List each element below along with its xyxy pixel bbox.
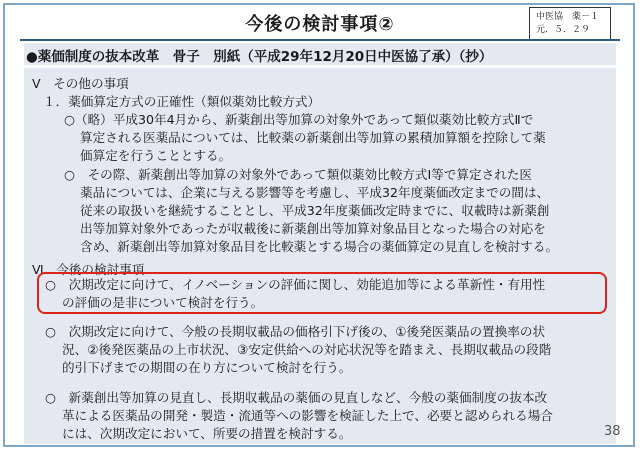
paragraph-line: 況、②後発医薬品の上市状況、③安定供給への対応状況等を踏まえ、長期収載品の段階	[62, 342, 552, 357]
document-date: 元．５．２９	[536, 25, 591, 35]
paragraph-line: 出等加算対象外であったが収載後に新薬創出等加算対象品目となった場合の対応を	[80, 221, 546, 236]
page-title: 今後の検討事項②	[245, 14, 395, 35]
title-divider	[20, 39, 620, 41]
paragraph-line: ○ 新薬創出等加算の見直し、長期収載品の薬価の見直しなど、今般の薬価制度の抜本改	[45, 390, 548, 405]
paragraph-line: 含め、新薬創出等加算対象品目を比較薬とする場合の薬価算定の見直しを検討する。	[80, 239, 559, 254]
document-id: 中医協 薬－１	[536, 12, 600, 22]
paragraph-line: には、次期改定において、所要の措置を検討する。	[62, 426, 352, 441]
document-id-box	[529, 7, 611, 41]
highlighted-paragraph-line: の評価の是非について検討を行う。	[62, 295, 264, 310]
paragraph-line: 従来の取扱いを継続することとし、平成32年度薬価改定時までに、収載時は新薬創	[80, 203, 550, 218]
paragraph-line: ○ 次期改定に向けて、今般の長期収載品の価格引下げ後の、①後発医薬品の置換率の状	[45, 324, 546, 339]
paragraph-line: 的引下げまでの期間の在り方について検討を行う。	[62, 360, 352, 375]
item-heading: １．薬価算定方式の正確性（類似薬効比較方式）	[43, 94, 321, 109]
paragraph-line: ○（略）平成30年4月から、新薬創出等加算の対象外であって類似薬効比較方式Ⅱで	[64, 112, 534, 127]
paragraph-line: 革による医薬品の開発・製造・流通等への影響を検証した上で、必要と認められる場合	[62, 408, 553, 423]
paragraph-line: 算定される医薬品については、比較薬の新薬創出等加算の累積加算額を控除して薬	[80, 130, 546, 145]
paragraph-line: 薬品については、企業に与える影響等を考慮し、平成32年度薬価改定までの間は、	[80, 185, 550, 200]
paragraph-line: 価算定を行うこととする。	[80, 148, 232, 163]
section-heading: Ⅴ その他の事項	[32, 76, 129, 91]
paragraph-line: ○ その際、新薬創出等加算の対象外であって類似薬効比較方式Ⅰ等で算定された医	[64, 167, 532, 182]
section-heading: Ⅵ 今後の検討事項	[32, 262, 145, 277]
page-number: 38	[604, 424, 621, 439]
highlighted-paragraph-line: ○ 次期改定に向けて、イノベーションの評価に関し、効能追加等による革新性・有用性	[45, 277, 546, 292]
subtitle: ●薬価制度の抜本改革 骨子 別紙（平成29年12月20日中医協了承）（抄）	[26, 49, 493, 65]
